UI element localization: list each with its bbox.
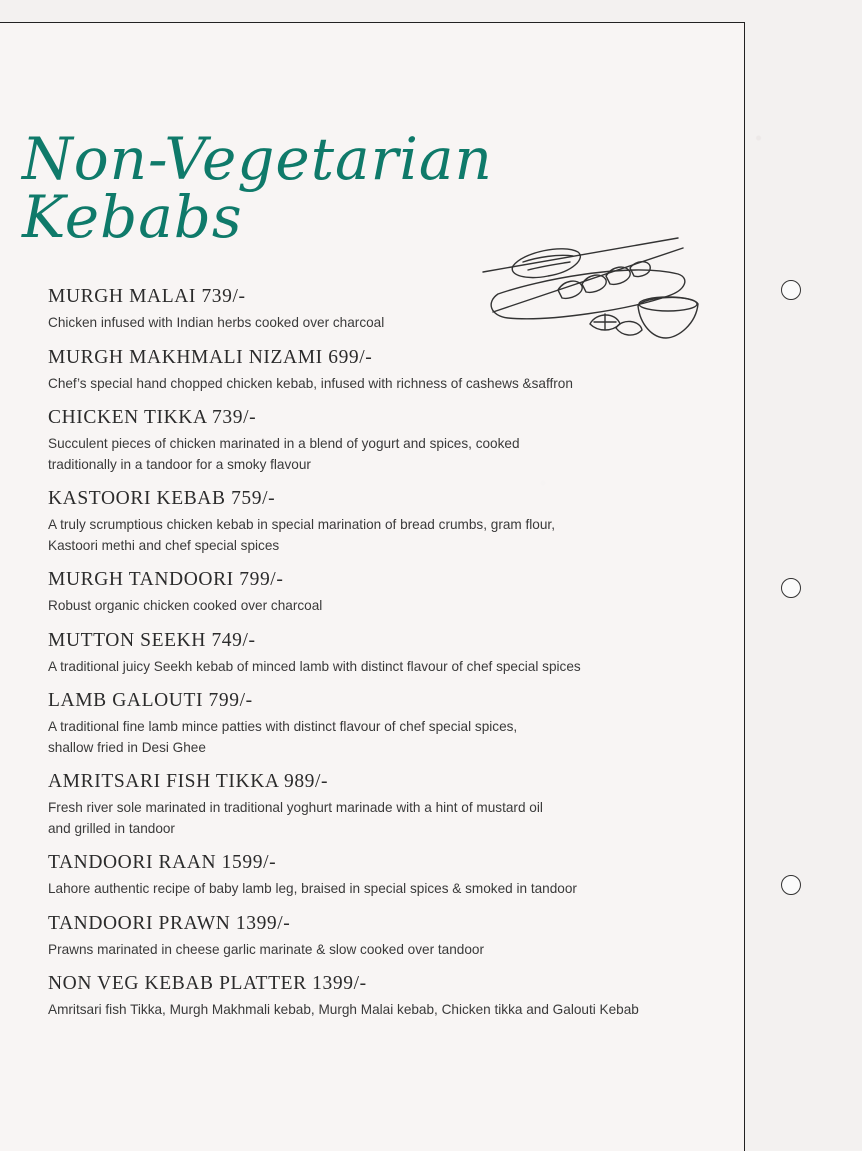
item-description: shallow fried in Desi Ghee bbox=[48, 739, 206, 755]
menu-item bbox=[48, 346, 738, 395]
item-description: and grilled in tandoor bbox=[48, 820, 175, 836]
item-name: CHICKEN TIKKA 739/- bbox=[48, 407, 257, 428]
binder-hole-icon bbox=[781, 875, 801, 895]
item-description: A truly scrumptious chicken kebab in special marination of bread crumbs, gram flour, bbox=[48, 517, 555, 532]
menu-list bbox=[48, 285, 738, 1021]
item-description: A traditional juicy Seekh kebab of minced lamb with distinct flavour of chef special spices bbox=[48, 658, 581, 674]
menu-item bbox=[48, 851, 738, 900]
item-description: Kastoori methi and chef special spices bbox=[48, 537, 280, 553]
item-name: MUTTON SEEKH 749/- bbox=[48, 629, 256, 651]
item-description: traditionally in a tandoor for a smoky flavour bbox=[48, 456, 311, 472]
menu-item bbox=[48, 689, 738, 758]
menu-item bbox=[48, 568, 738, 617]
menu-item bbox=[48, 972, 738, 1021]
menu-item bbox=[48, 406, 738, 475]
item-name: NON VEG KEBAB PLATTER 1399/- bbox=[48, 973, 367, 994]
item-description: Succulent pieces of chicken marinated in a blend of yogurt and spices, cooked bbox=[48, 436, 520, 451]
binder-hole-icon bbox=[781, 578, 801, 598]
item-description: Amritsari fish Tikka, Murgh Makhmali kebab, Murgh Malai kebab, Chicken tikka and Galouti Kebab bbox=[48, 1002, 639, 1017]
item-description: Fresh river sole marinated in traditional yoghurt marinade with a hint of mustard oil bbox=[48, 800, 543, 815]
item-description: Chicken infused with Indian herbs cooked over charcoal bbox=[48, 315, 385, 330]
menu-item bbox=[48, 912, 738, 961]
item-name: TANDOORI PRAWN 1399/- bbox=[48, 912, 291, 934]
menu-item bbox=[48, 487, 738, 556]
item-name: MURGH MALAI 739/- bbox=[48, 286, 246, 307]
item-description: Chef’s special hand chopped chicken kebab, infused with richness of cashews &saffron bbox=[48, 375, 573, 391]
menu-item bbox=[48, 629, 738, 678]
item-description: Lahore authentic recipe of baby lamb leg, braised in special spices & smoked in tandoor bbox=[48, 881, 577, 896]
item-name: MURGH MAKHMALI NIZAMI 699/- bbox=[48, 346, 373, 368]
page-title: Non-Vegetarian Kebabs bbox=[22, 125, 493, 251]
menu-item bbox=[48, 285, 738, 334]
item-description: Robust organic chicken cooked over charcoal bbox=[48, 598, 323, 613]
item-name: KASTOORI KEBAB 759/- bbox=[48, 488, 276, 509]
item-description: A traditional fine lamb mince patties with distinct flavour of chef special spices, bbox=[48, 719, 518, 734]
item-name: AMRITSARI FISH TIKKA 989/- bbox=[48, 771, 329, 792]
item-name: TANDOORI RAAN 1599/- bbox=[48, 852, 277, 873]
item-description: Prawns marinated in cheese garlic marinate & slow cooked over tandoor bbox=[48, 941, 484, 957]
binder-hole-icon bbox=[781, 280, 801, 300]
menu-item bbox=[48, 770, 738, 839]
item-name: MURGH TANDOORI 799/- bbox=[48, 569, 284, 590]
item-name: LAMB GALOUTI 799/- bbox=[48, 690, 253, 711]
